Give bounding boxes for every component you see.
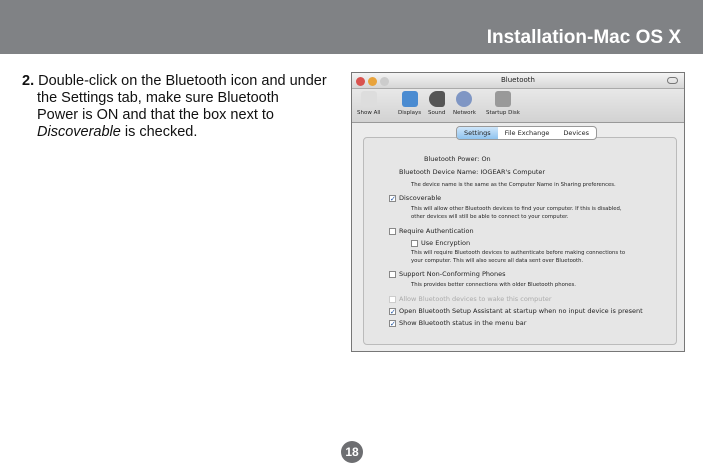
startup-disk-button[interactable]: Startup Disk xyxy=(486,91,520,116)
tab-devices[interactable]: Devices xyxy=(563,129,590,137)
use-encryption-checkbox[interactable] xyxy=(411,240,418,247)
network-button[interactable]: Network xyxy=(453,91,476,116)
window-title: Bluetooth xyxy=(501,76,535,84)
require-auth-label: Require Authentication xyxy=(399,227,474,235)
use-encryption-label: Use Encryption xyxy=(421,239,471,247)
page-header xyxy=(0,0,703,54)
globe-icon xyxy=(456,91,472,107)
displays-button[interactable]: Displays xyxy=(398,91,421,116)
tab-settings[interactable]: Settings xyxy=(457,127,498,139)
toolbar-toggle-button[interactable] xyxy=(667,77,678,84)
show-status-checkbox[interactable]: ✓ xyxy=(390,320,396,328)
tab-file-exchange[interactable]: File Exchange xyxy=(504,129,550,137)
tab-bar xyxy=(456,126,597,140)
instruction-step xyxy=(22,73,342,141)
toolbar xyxy=(352,89,684,123)
step-number: 2. xyxy=(22,73,35,89)
discoverable-label: Discoverable xyxy=(399,194,442,202)
nonconforming-label: Support Non-Conforming Phones xyxy=(399,270,506,278)
open-assistant-label: Open Bluetooth Setup Assistant at startup when no input device is present xyxy=(399,307,643,315)
device-name-label: Bluetooth Device Name: xyxy=(399,168,479,176)
nonconforming-checkbox[interactable] xyxy=(389,271,396,278)
power-label: Bluetooth Power: xyxy=(424,155,480,163)
page-number: 18 xyxy=(341,441,363,463)
step-line: the Settings tab, make sure Bluetooth xyxy=(37,90,279,106)
power-value: On xyxy=(481,155,491,163)
bluetooth-window xyxy=(351,72,685,352)
require-auth-checkbox[interactable] xyxy=(389,228,396,235)
sound-button[interactable]: Sound xyxy=(428,91,445,116)
display-icon xyxy=(402,91,418,107)
discoverable-desc: other devices will still be able to connect to your computer. xyxy=(411,214,569,220)
allow-wake-checkbox[interactable] xyxy=(389,296,396,303)
nonconforming-desc: This provides better connections with older Bluetooth phones. xyxy=(411,282,576,288)
auth-desc: This will require Bluetooth devices to authenticate before making connections to xyxy=(411,250,626,256)
open-assistant-checkbox[interactable]: ✓ xyxy=(390,308,396,316)
apple-icon xyxy=(361,91,377,107)
show-status-label: Show Bluetooth status in the menu bar xyxy=(399,319,527,327)
step-line-rest: is checked. xyxy=(120,124,198,140)
title-bar xyxy=(352,73,684,89)
show-all-button[interactable]: Show All xyxy=(357,91,380,116)
auth-desc: your computer. This will also secure all data sent over Bluetooth. xyxy=(411,258,584,264)
discoverable-checkbox[interactable]: ✓ xyxy=(390,195,396,203)
disk-icon xyxy=(495,91,511,107)
device-name-value: IOGEAR's Computer xyxy=(480,168,546,176)
discoverable-desc: This will allow other Bluetooth devices to find your computer. If this is disabled, xyxy=(411,206,622,212)
speaker-icon xyxy=(429,91,445,107)
step-line xyxy=(22,124,342,141)
step-line: Double-click on the Bluetooth icon and under xyxy=(38,73,327,89)
step-line: Power is ON and that the box next to xyxy=(37,107,274,123)
section-title: Installation-Mac OS X xyxy=(486,27,681,48)
discoverable-term: Discoverable xyxy=(37,124,121,140)
allow-wake-label: Allow Bluetooth devices to wake this computer xyxy=(399,295,552,303)
device-name-note: The device name is the same as the Computer Name in Sharing preferences. xyxy=(411,182,616,188)
